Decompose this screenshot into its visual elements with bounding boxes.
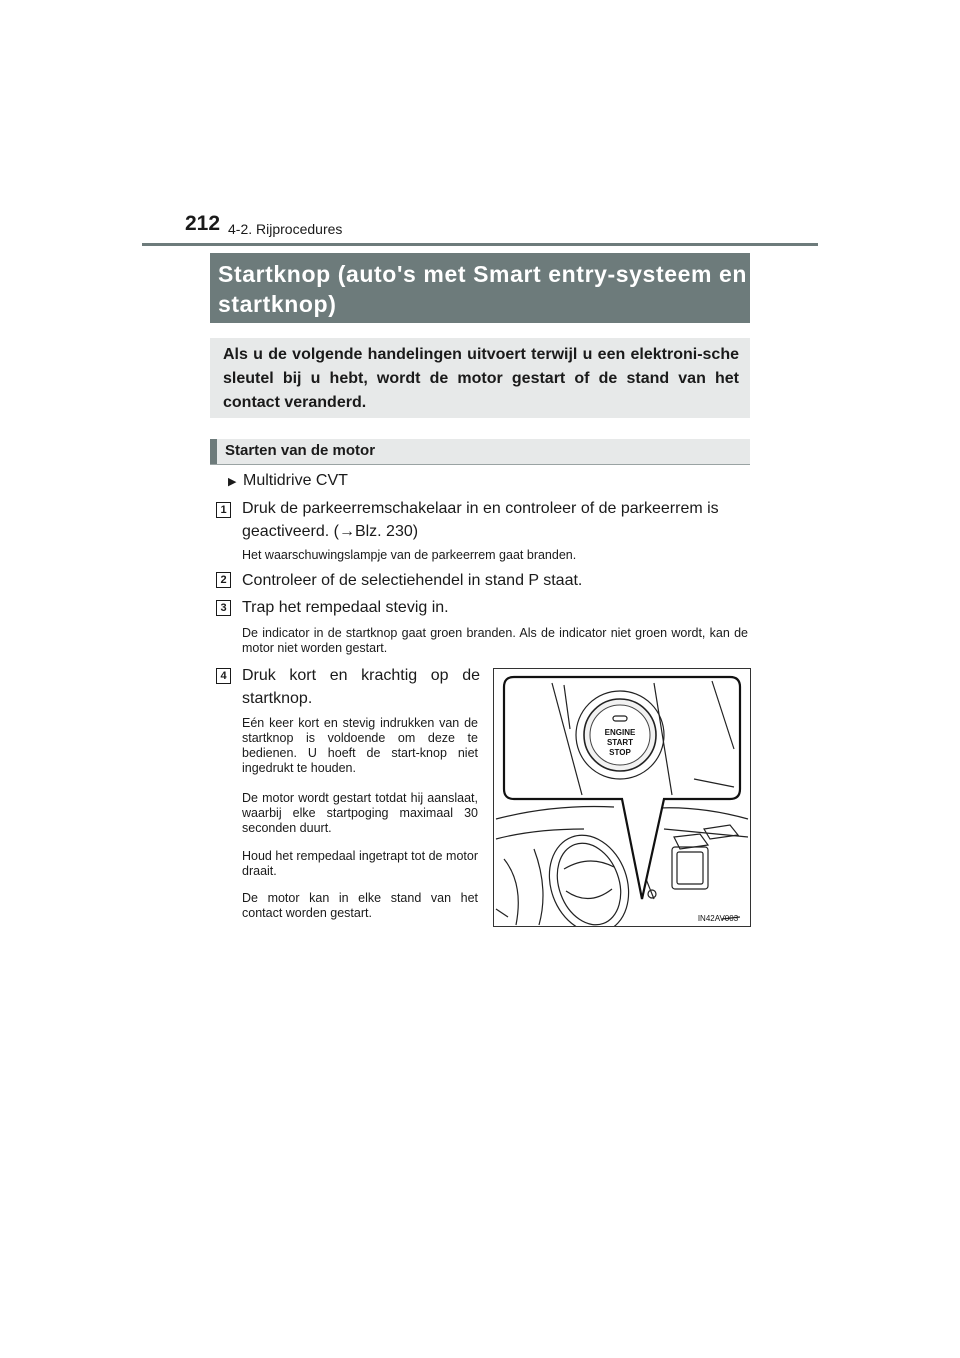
intro-text: Als u de volgende handelingen uitvoert terwijl u een elektroni-sche sleutel bij u hebt, wordt de motor gestart of de stand van het contact veranderd. bbox=[223, 346, 739, 411]
button-label-start: START bbox=[606, 738, 634, 747]
page-number: 212 bbox=[185, 212, 221, 235]
step-number-3: 3 bbox=[216, 600, 231, 616]
step-3-note: De indicator in de startknop gaat groen branden. Als de indicator niet groen wordt, kan de motor niet worden gestart. bbox=[242, 626, 748, 655]
step-number-4: 4 bbox=[216, 668, 231, 684]
subheading-accent bbox=[210, 439, 217, 464]
step-4-note-4: De motor kan in elke stand van het contact worden gestart. bbox=[242, 891, 478, 920]
step-1-text: Druk de parkeerremschakelaar in en controleer of de parkeerrem is geactiveerd. (→Blz. 230) bbox=[242, 500, 719, 540]
step-1-note: Het waarschuwingslampje van de parkeerrem gaat branden. bbox=[242, 548, 577, 562]
button-label-engine: ENGINE bbox=[604, 728, 636, 737]
header-rule bbox=[142, 243, 818, 246]
title-band bbox=[210, 253, 750, 323]
step-4-note-3: Houd het rempedaal ingetrapt tot de motor draait. bbox=[242, 849, 478, 878]
dashboard-drawing bbox=[494, 669, 750, 926]
button-label-stop: STOP bbox=[609, 748, 631, 757]
step-4-text: Druk kort en krachtig op de startknop. bbox=[242, 667, 480, 707]
illustration-code: IN42AV003 bbox=[697, 914, 739, 923]
bullet-text: Multidrive CVT bbox=[243, 472, 348, 489]
triangle-bullet-icon: ▶ bbox=[228, 476, 237, 488]
step-4-note-1: Eén keer kort en stevig indrukken van de startknop is voldoende om deze te bedienen. U hoeft de start-knop niet ingedrukt te houden. bbox=[242, 716, 478, 775]
step-number-2: 2 bbox=[216, 572, 231, 588]
step-4-note-2: De motor wordt gestart totdat hij aanslaat, waarbij elke startpoging maximaal 30 seconden duurt. bbox=[242, 791, 478, 835]
step-number-1: 1 bbox=[216, 502, 231, 518]
step-2-text: Controleer of de selectiehendel in stand P staat. bbox=[242, 572, 583, 589]
intro-box bbox=[210, 338, 750, 418]
subheading: Starten van de motor bbox=[225, 442, 376, 459]
subheading-bar bbox=[210, 439, 750, 465]
page-title: Startknop (auto's met Smart entry-systeem en startknop) bbox=[218, 261, 748, 317]
start-button-illustration bbox=[493, 668, 751, 927]
step-3-text: Trap het rempedaal stevig in. bbox=[242, 599, 449, 616]
section-label: 4-2. Rijprocedures bbox=[228, 221, 343, 237]
